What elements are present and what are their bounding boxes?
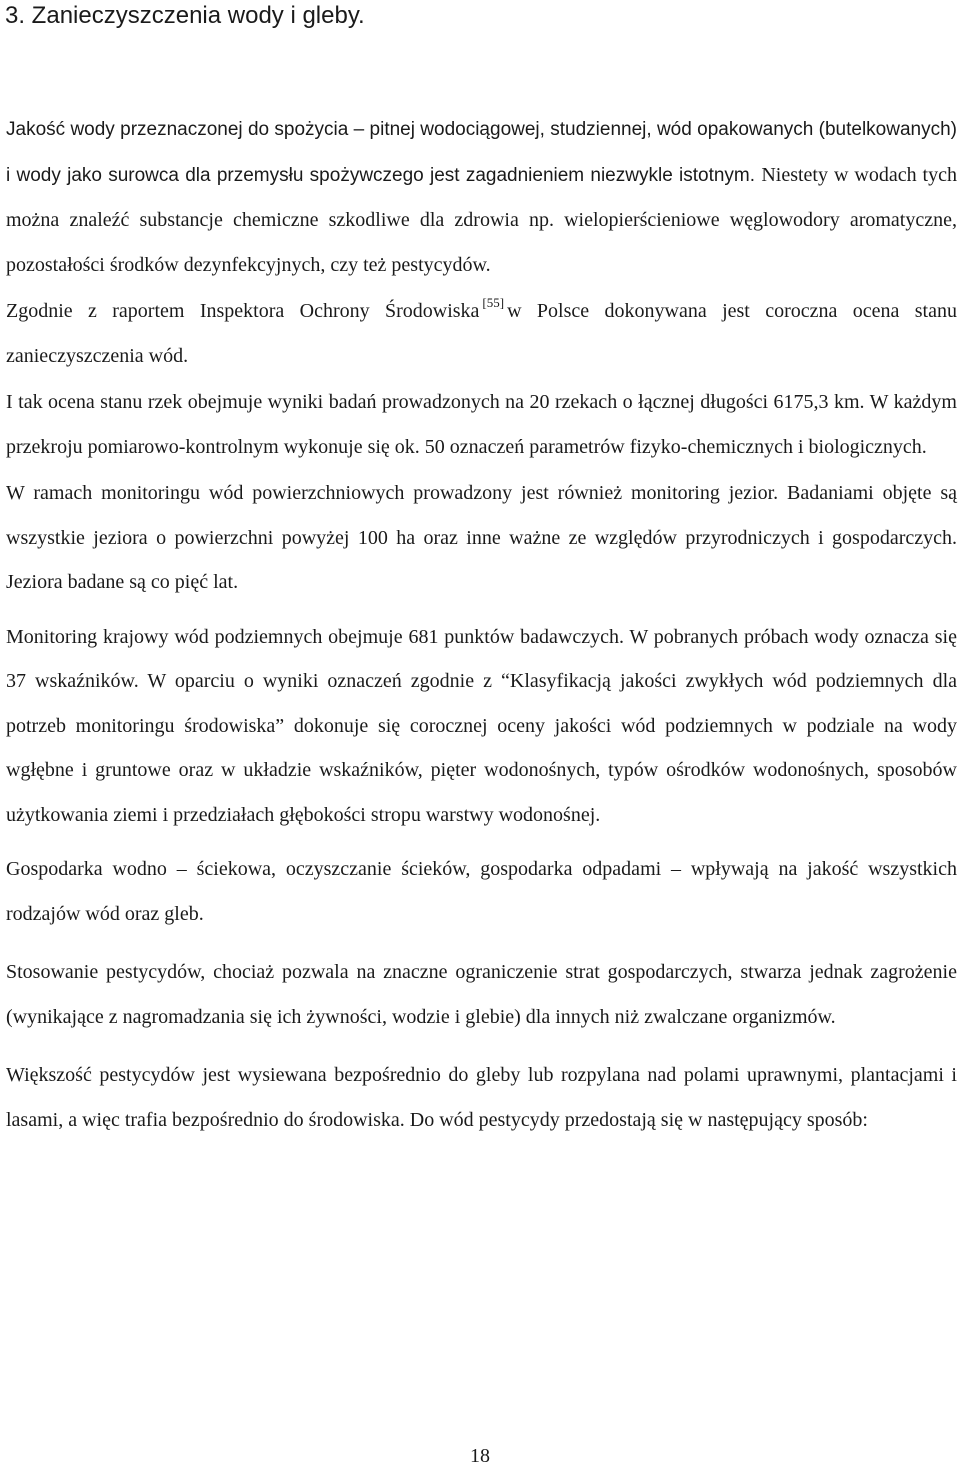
report-text-before: Zgodnie z raportem Inspektora Ochrony Środowiska (6, 300, 480, 322)
paragraph-lakes: W ramach monitoringu wód powierzchniowych prowadzony jest również monitoring jezior. Badaniami objęte są wszystkie jeziora o powierzchni powyżej 100 ha oraz inne ważne ze względów przyrodniczych i gospodarczych. Jeziora badane są co pięć lat. (6, 482, 957, 593)
paragraph-pesticides-use: Stosowanie pestycydów, chociaż pozwala na znaczne ograniczenie strat gospodarczych, stwarza jednak zagrożenie (wynikające z nagromadzania się ich żywności, wodzie i glebie) dla innych niż zwalczane organizmów. (6, 961, 957, 1028)
paragraph-rivers: I tak ocena stanu rzek obejmuje wyniki badań prowadzonych na 20 rzekach o łącznej długości 6175,3 km. W każdym przekroju pomiarowo-kontrolnym wykonuje się ok. 50 oznaczeń parametrów fizyko-chemicznych i biologicznych. (6, 391, 957, 458)
paragraph-water-management: Gospodarka wodno – ściekowa, oczyszczanie ścieków, gospodarka odpadami – wpływają na jakość wszystkich rodzajów wód oraz gleb. (6, 858, 957, 925)
section-heading: 3. Zanieczyszczenia wody i gleby. (5, 2, 365, 29)
citation-reference: [55] (482, 295, 505, 310)
report-text-after: w Polsce dokonywana jest coroczna ocena stanu zanieczyszczenia wód. (6, 300, 957, 367)
document-body (6, 107, 957, 1142)
paragraph-pesticides-spread: Większość pestycydów jest wysiewana bezpośrednio do gleby lub rozpylana nad polami uprawnymi, plantacjami i lasami, a więc trafia bezpośrednio do środowiska. Do wód pestycydy przedostają się w następujący sposób: (6, 1064, 957, 1131)
page-number: 18 (470, 1445, 490, 1467)
paragraph-inspectorate-report (6, 289, 957, 378)
paragraph-groundwater: Monitoring krajowy wód podziemnych obejmuje 681 punktów badawczych. W pobranych próbach wody oznacza się 37 wskaźników. W oparciu o wyniki oznaczeń zgodnie z “Klasyfikacją jakości zwykłych wód podziemnych dla potrzeb monitoringu środowiska” dokonuje się corocznej oceny jakości wód podziemnych w podziale na wody wgłębne i gruntowe oraz w układzie wskaźników, pięter wodonośnych, typów ośrodków wodonośnych, sposobów użytkowania ziemi i przedziałach głębokości stropu warstwy wodonośnej. (6, 625, 957, 826)
paragraph-water-quality-part1: Jakość wody przeznaczonej do spożycia – pitnej wodociągowej, studziennej, wód opakowanych (butelkowanych) i wody jako surowca dla przemysłu spożywczego jest zagadnieniem niezwykle istotnym. (6, 119, 957, 186)
paragraph-water-quality (6, 107, 957, 287)
paragraph-water-quality-part2: Niestety w wodach tych można znaleźć substancje chemiczne szkodliwe dla zdrowia np. wielopierścieniowe węglowodory aromatyczne, pozostałości środków dezynfekcyjnych, czy też pestycydów. (6, 163, 957, 276)
